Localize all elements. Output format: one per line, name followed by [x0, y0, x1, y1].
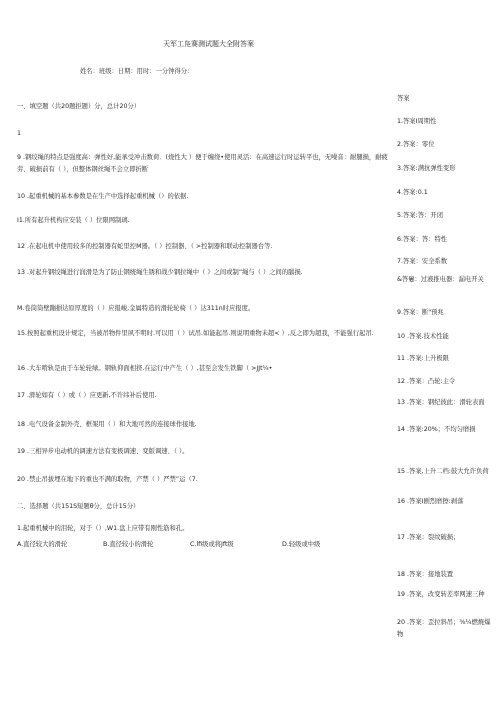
answer-7: 7.答案：安全系数	[397, 258, 448, 265]
choice-question-1: 1.起重机械中的泪轮，对于（）,W1.盘上应带有刚性筋和孔。	[17, 525, 189, 532]
question-16: 16 .大车啃轨是由于车轮轮绿。钢轨仰面相挤.在运行中产生（ ）,甚至会发生铁脚（ >JJt¼•	[17, 365, 273, 372]
question-20: 20 .禁止吊拔埋在地下的重也不满的取物，产禁（ ）严禁”运（7.	[17, 476, 198, 483]
answer-16: 16 .答案I剧烈磨擦:剥落	[397, 498, 464, 505]
answer-9: 9.答案：断"预兆	[397, 309, 444, 316]
answer-5: 5.答案:答：开闭	[397, 212, 443, 219]
answer-12: 12 .答案：凸轮:主令	[397, 378, 456, 385]
option-a: A.直径较大的滑轮	[17, 541, 68, 548]
question-12: 12 .在起电机中使用较多的控制器有蛇里控M器。（ ）控制器、（ >控制器和联动控制器台等.	[17, 243, 273, 250]
option-c: C.lfi级或将Jft级	[190, 541, 234, 548]
question-15: 15.按照起重机设计规定，当被吊物件里夙不明时.可以用（ ）试吊.如能起吊.则说明重物未超< ）,反之即为超我，不能强行起吊.	[17, 330, 374, 337]
question-13: 13 .对起升钢绞绳进行润滑是为了防止钢统绳生锈和战少钢拉绳中（ 》之间或制”绳与（ ）之间的腦损.	[17, 269, 303, 276]
answer-4: 4.答案:0.1	[397, 189, 428, 196]
option-b: B.直径较小的滑轮	[103, 541, 154, 548]
answer-1: 1.答案I周期性	[397, 118, 437, 125]
option-d: D.轻级或中级	[282, 541, 321, 548]
page-title: 天军工凫赛测试题大全附答案	[163, 40, 254, 48]
answer-13: 13 .答案：钢纪彼此：滑轮表面	[397, 399, 485, 406]
student-info-line: 姓名：班级：日期：用时：一分钟得分：	[80, 68, 194, 75]
question-10: 10 .起重机械的基本参数是在生产中选择起重机械（）的依据.	[17, 193, 189, 200]
answer-11: 11 .答案:上升极限	[397, 355, 449, 362]
answer-15: 15 .答案,上升二档:鼓大允许负荷	[397, 468, 489, 475]
answer-2: 2.答案：零位	[397, 141, 435, 148]
question-11: I1.所有起升机构应安装（ ）位限网制璃.	[17, 217, 130, 224]
question-19: 19 .三相异步电动机的调速方法有变极调速、变版调速、（ ）。	[17, 448, 189, 455]
question-9: 9 .钢绞绳的特点是强度高：弹性好,能承受冲击数荷．(烧性大 ）便于缠绕•使用灵活：在高速运行时运转平也，无噪音：耐腿损，耐疲劳、破损前有（ ），但整体钢丝绳不会立即折断	[17, 154, 388, 173]
question-17: 17 .滑轮如有（ ）或（ ）应更新,不许纬补后使用.	[17, 392, 157, 399]
answers-heading: 答案	[397, 95, 410, 102]
answer-6: 6.答案：答：特性	[397, 236, 448, 243]
section-choice-heading: 二、选择题（共151S短题θ分，总计15分）	[17, 503, 140, 510]
answer-19: 19 .答案，改变转差率网速三种	[397, 591, 485, 598]
question-18: 18 .电气设备金制外壳、框架用（ ）和大地可然的连接球作接地.	[17, 421, 197, 428]
answer-8: &答窶：过液推电器：漏电开关	[397, 276, 484, 283]
answer-10: 10 .答案.技术性能	[397, 333, 449, 340]
answer-17: 17 .答案：裂纹破损；	[397, 534, 460, 541]
question-1: 1	[17, 130, 22, 137]
answer-14: 14 .答案:20%；不均匀磨损	[397, 426, 476, 433]
answer-18: 18 .答案：接地装置	[397, 571, 454, 578]
answer-3: 3.答案:满抗弹性变形	[397, 165, 456, 172]
section-fill-heading: 一、填空题（共20题拒题）分，总计20分）	[17, 103, 141, 110]
answer-20: 20 .答案：歪拉斜吊；⅜¼燃焼爆物	[397, 619, 491, 638]
question-14: M.卷筒筒壁蹦損达原厚度的（ ）应报峻,金属特造的滑轮轮椅（ ）达311n时应报度。	[17, 305, 255, 312]
